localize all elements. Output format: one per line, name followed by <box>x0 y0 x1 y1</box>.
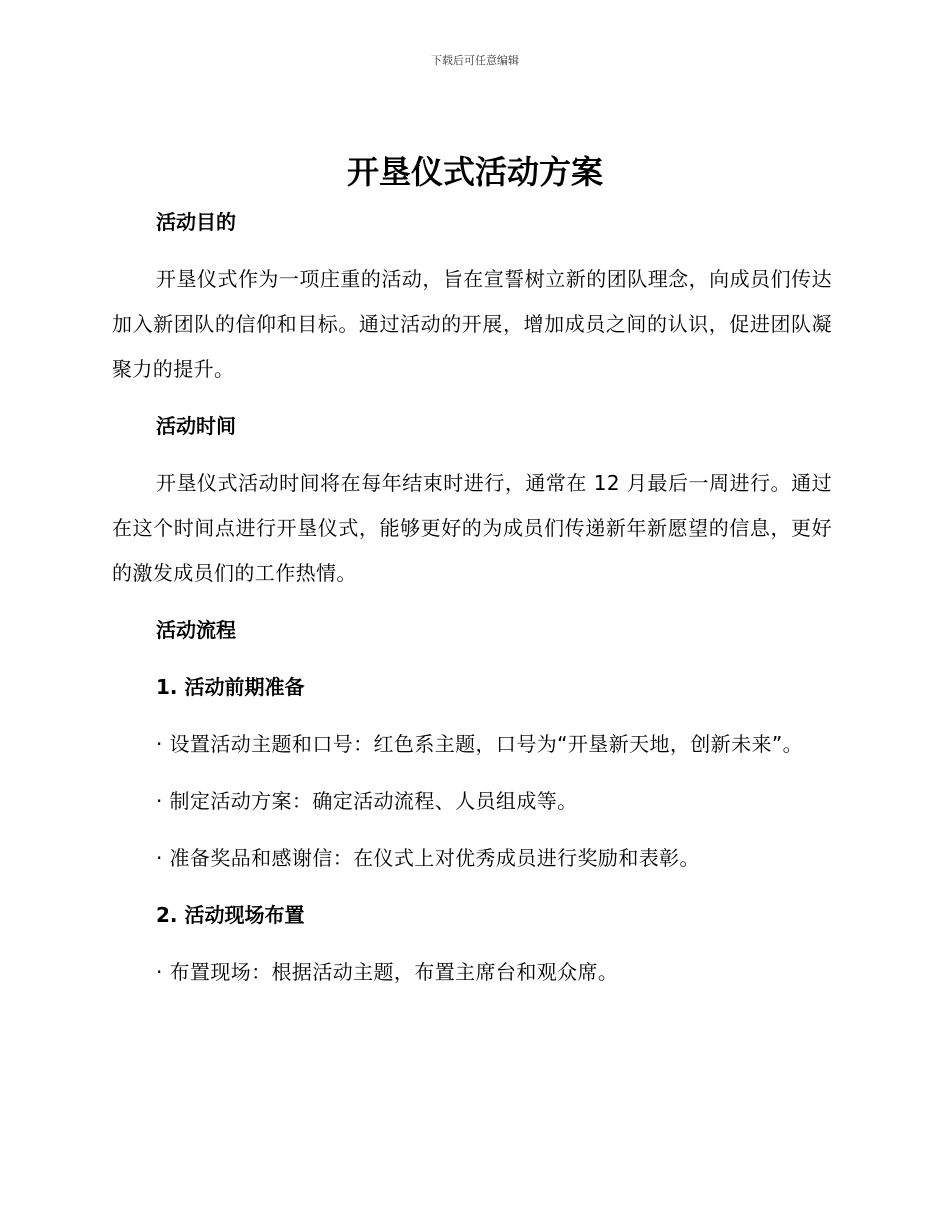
step-heading-preparation: 1. 活动前期准备 <box>156 675 305 699</box>
section-text-purpose: 开垦仪式作为一项庄重的活动，旨在宣誓树立新的团队理念，向成员们传达加入新团队的信仰和目标。通过活动的开展，增加成员之间的认识，促进团队凝聚力的提升。 <box>112 267 832 381</box>
list-item: · 布置现场：根据活动主题，布置主席台和观众席。 <box>156 960 619 984</box>
step-heading-venue: 2. 活动现场布置 <box>156 903 305 927</box>
list-item: · 准备奖品和感谢信：在仪式上对优秀成员进行奖励和表彰。 <box>156 846 700 870</box>
section-text-time: 开垦仪式活动时间将在每年结束时进行，通常在 12 月最后一周进行。通过在这个时间点进行开垦仪式，能够更好的为成员们传递新年新愿望的信息，更好的激发成员们的工作热情。 <box>112 471 832 585</box>
document-title: 开垦仪式活动方案 <box>346 153 603 191</box>
document-body <box>112 200 832 995</box>
list-item: · 制定活动方案：确定活动流程、人员组成等。 <box>156 789 578 813</box>
section-heading-time: 活动时间 <box>156 414 236 438</box>
section-heading-process: 活动流程 <box>156 618 236 642</box>
section-heading-purpose: 活动目的 <box>156 210 236 234</box>
page-header: 下载后可任意编辑 <box>431 54 519 67</box>
list-item: · 设置活动主题和口号：红色系主题，口号为“开垦新天地，创新未来”。 <box>156 732 804 756</box>
